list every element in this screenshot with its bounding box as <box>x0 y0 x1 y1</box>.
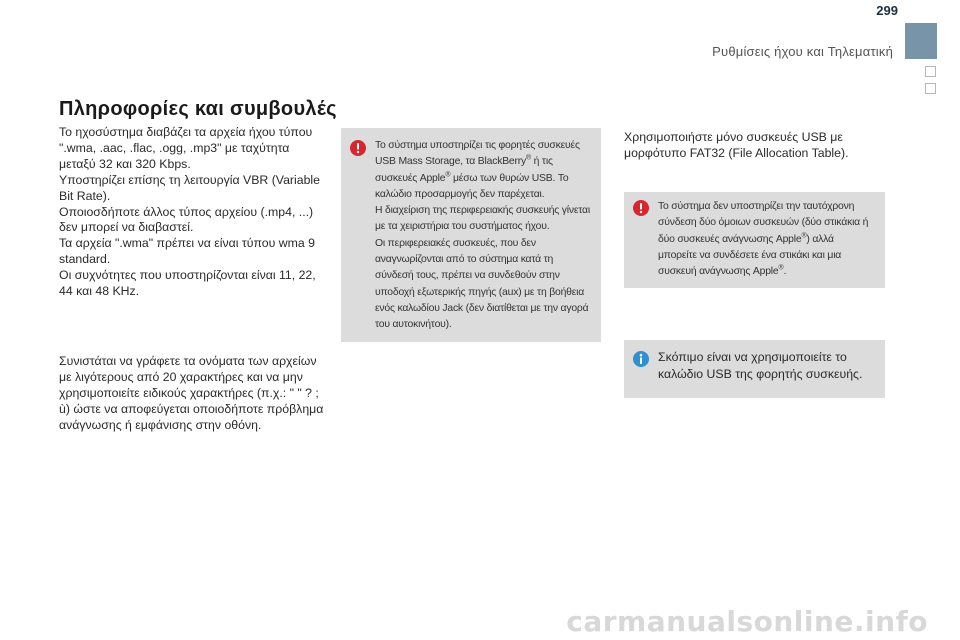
nav-square-2 <box>925 83 936 94</box>
info-text: Σκόπιμο είναι να χρησιμοποιείτε το καλώδιο USB της φορητής συσκευής. <box>658 350 863 381</box>
nav-square-1 <box>925 66 936 77</box>
paragraph: Οποιοσδήποτε άλλος τύπος αρχείου (.mp4, ...) δεν μπορεί να διαβαστεί. <box>59 204 314 235</box>
warning-text-3: Οι περιφερειακές συσκευές, που δεν αναγνωρίζονται από το σύστημα κατά τη σύνδεσή τους, πρέπει να συνδεθούν στην υποδοχή εξωτερικής πηγής (aux) με τη βοήθεια ενός καλωδίου Jack (δεν διατίθεται με την αγορά του αυτοκινήτου). <box>375 237 589 331</box>
warning-box-usb-devices <box>341 128 601 342</box>
paragraph: Το ηχοσύστημα διαβάζει τα αρχεία ήχου τύπου ".wma, .aac, .flac, .ogg, .mp3" με ταχύτητα μεταξύ 32 και 320 Kbps. <box>59 125 313 171</box>
paragraph: Οι συχνότητες που υποστηρίζονται είναι 11, 22, 44 και 48 KHz. <box>59 268 316 299</box>
advice-paragraph: Συνιστάται να γράφετε τα ονόματα των αρχείων με λιγότερους από 20 χαρακτήρες και να μην χρησιμοποιείτε ειδικούς χαρακτήρες (π.χ.: " " ? ; ù) ώστε να αποφεύγεται οποιοδήποτε πρόβλημα ανάγνωσης ή εμφάνισης στην οθόνη. <box>59 353 324 432</box>
warning-text-2: Η διαχείριση της περιφερειακής συσκευής γίνεται με τα χειριστήρια του συστήματος ήχου. <box>375 205 590 233</box>
warning-text: Το σύστημα δεν υποστηρίζει την ταυτόχρονη σύνδεση δύο όμοιων συσκευών (δύο στικάκια ή δύο συσκευές ανάγνωσης Apple®) αλλά μπορείτε να συνδέσετε ένα στικάκι και μια συσκευή ανάγνωσης Apple®. <box>658 201 869 278</box>
section-title: Ρυθμίσεις ήχου και Τηλεματική <box>712 44 893 59</box>
paragraph: Τα αρχεία ".wma" πρέπει να είναι τύπου wma 9 standard. <box>59 236 315 267</box>
page-title: Πληροφορίες και συμβουλές <box>59 98 337 120</box>
watermark: carmanualsonline.info <box>566 605 928 638</box>
warning-text-1: Το σύστημα υποστηρίζει τις φορητές συσκευές USB Mass Storage, τα BlackBerry® ή τις συσκευές Apple® μέσω των θυρών USB. Το καλώδιο προσαρμογής δεν παρέχεται. <box>375 140 580 200</box>
info-icon <box>633 351 649 367</box>
page-number: 299 <box>876 3 898 18</box>
column-1 <box>59 125 329 434</box>
warning-icon <box>350 140 366 156</box>
column-3 <box>624 129 894 161</box>
warning-box-simultaneous <box>624 192 885 288</box>
info-box-usb-cable <box>624 340 885 398</box>
paragraph: Υποστηρίζει επίσης τη λειτουργία VBR (Variable Bit Rate). <box>59 172 321 203</box>
warning-icon <box>633 200 649 216</box>
chapter-tab <box>905 23 937 59</box>
fat32-note: Χρησιμοποιήστε μόνο συσκευές USB με μορφότυπο FAT32 (File Allocation Table). <box>624 130 849 160</box>
